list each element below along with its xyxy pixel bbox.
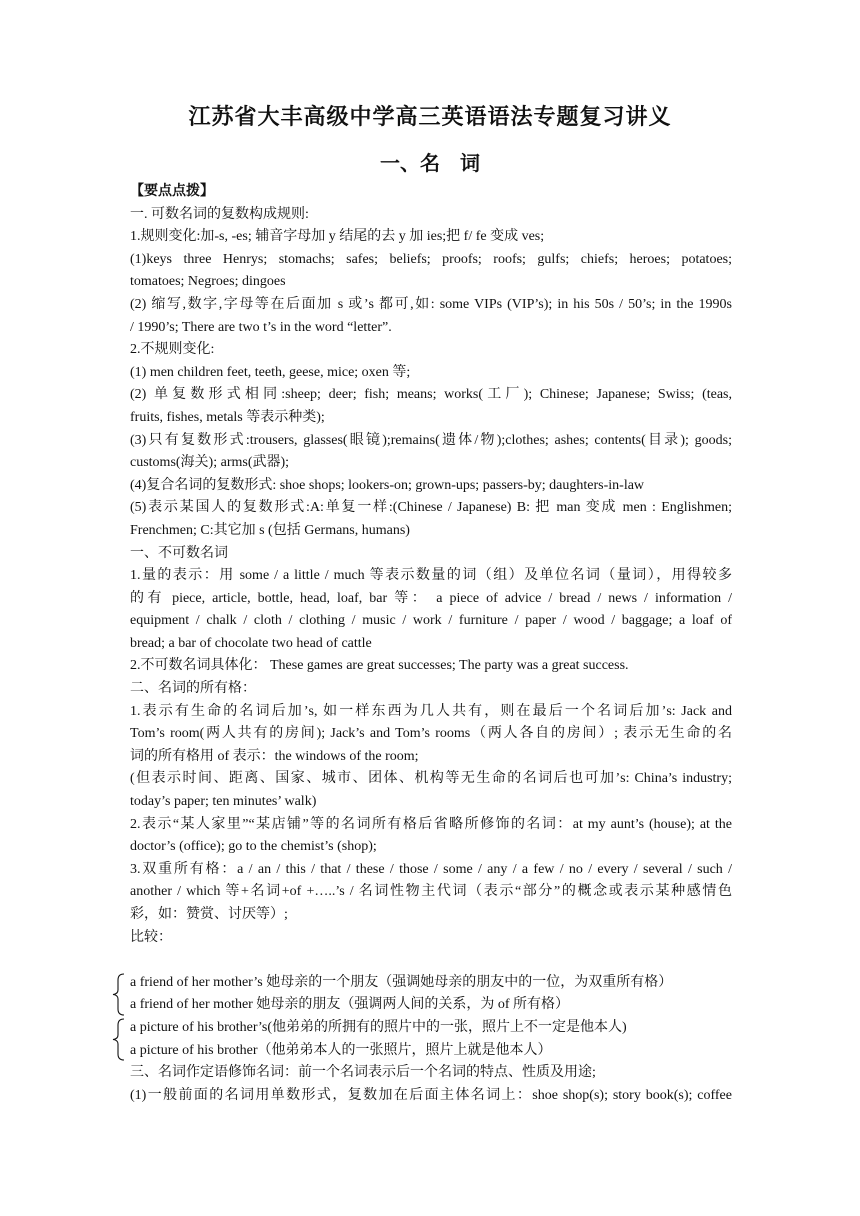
text-line: 1.量的表示：用 some / a little / much 等表示数量的词（组）及单位名词（量词），用得较多	[130, 568, 732, 584]
text-line: 2.不规则变化:	[130, 342, 215, 358]
text-line: 1.表示有生命的名词后加’s, 如一样东西为几人共有，则在最后一个名词后加’s: Jack and	[130, 703, 732, 719]
text-line: a picture of his brother（他弟弟本人的一张照片，照片上就是他本人）	[130, 1042, 552, 1058]
section-title: 一、名 词	[380, 153, 480, 175]
text-line: Frenchmen; C:其它加 s (包括 Germans, humans)	[130, 522, 410, 538]
text-line: another / which 等+名词+of +…..’s / 名词性物主代词（表示“部分”的概念或表示某种感情色	[130, 884, 732, 900]
text-line: (1)一般前面的名词用单数形式，复数加在后面主体名词上：shoe shop(s); story book(s); coffee	[130, 1087, 732, 1103]
text-line: doctor’s (office); go to the chemist’s (shop);	[130, 839, 377, 855]
blank-line	[130, 949, 732, 972]
comparison-group-1	[130, 972, 732, 1017]
text-line: tomatoes; Negroes; dingoes	[130, 274, 286, 290]
document-title: 江苏省大丰高级中学高三英语语法专题复习讲义	[188, 104, 672, 129]
text-line: 【要点点拨】	[130, 184, 214, 199]
text-line: equipment / chalk / cloth / clothing / music / work / furniture / paper / wood / baggage; a loaf of	[130, 613, 732, 629]
left-brace	[112, 972, 126, 1017]
text-line: (2) 缩写,数字,字母等在后面加 s 或’s 都可,如: some VIPs (VIP’s); in his 50s / 50’s; in the 1990s	[130, 296, 732, 312]
text-line: 三、名词作定语修饰名词：前一个名词表示后一个名词的特点、性质及用途;	[130, 1065, 596, 1081]
text-line: today’s paper; ten minutes’ walk)	[130, 794, 317, 810]
text-line: (但表示时间、距离、国家、城市、团体、机构等无生命的名词后也可加’s: China’s industry;	[130, 771, 732, 787]
text-line: a picture of his brother’s(他弟弟的所拥有的照片中的一张，照片上不一定是他本人)	[130, 1019, 627, 1035]
text-line: (1) men children feet, teeth, geese, mice; oxen 等;	[130, 364, 411, 380]
text-line: (5)表示某国人的复数形式:A:单复一样:(Chinese / Japanese) B: 把 man 变成 men : Englishmen;	[130, 500, 732, 516]
text-line: 比较：	[130, 929, 172, 945]
text-line: Tom’s room(两人共有的房间); Jack’s and Tom’s rooms（两人各自的房间）; 表示无生命的名	[130, 726, 732, 742]
text-line: a friend of her mother 她母亲的朋友（强调两人间的关系，为 of 所有格）	[130, 997, 569, 1013]
text-line: 一、不可数名词	[130, 545, 228, 561]
document-body	[130, 181, 732, 1107]
text-line: 2.表示“某人家里”“某店铺”等的名词所有格后省略所修饰的名词：at my aunt’s (house); at the	[130, 816, 732, 832]
text-line: (2) 单复数形式相同:sheep; deer; fish; means; works(工厂); Chinese; Japanese; Swiss; (teas,	[130, 387, 732, 403]
text-line: / 1990’s; There are two t’s in the word “letter”.	[130, 319, 392, 335]
text-line: 一. 可数名词的复数构成规则:	[130, 206, 309, 222]
text-line: bread; a bar of chocolate two head of cattle	[130, 635, 372, 651]
text-line: 2.不可数名词具体化： These games are great successes; The party was a great success.	[130, 658, 629, 674]
text-line: customs(海关); arms(武器);	[130, 455, 290, 471]
text-line: 1.规则变化:加-s, -es; 辅音字母加 y 结尾的去 y 加 ies;把 f/ fe 变成 ves;	[130, 229, 545, 245]
text-line: 3.双重所有格：a / an / this / that / these / those / some / any / a few / no / every / several / such /	[130, 861, 732, 877]
text-line: 彩，如：赞赏、讨厌等）;	[130, 907, 288, 922]
text-line: 的有 piece, article, bottle, head, loaf, bar 等： a piece of advice / bread / news / information /	[130, 590, 732, 606]
text-line: 二、名词的所有格：	[130, 681, 256, 697]
comparison-group-2	[130, 1017, 732, 1062]
text-line: (4)复合名词的复数形式: shoe shops; lookers-on; grown-ups; passers-by; daughters-in-law	[130, 477, 645, 493]
text-line: a friend of her mother’s 她母亲的一个朋友（强调她母亲的朋友中的一位，为双重所有格）	[130, 974, 673, 990]
text-line: 词的所有格用 of 表示：the windows of the room;	[130, 748, 419, 764]
left-brace	[112, 1017, 126, 1062]
text-line: (3)只有复数形式:trousers, glasses(眼镜);remains(遗体/物);clothes; ashes; contents(目录); goods;	[130, 432, 732, 448]
text-line: (1)keys three Henrys; stomachs; safes; beliefs; proofs; roofs; gulfs; chiefs; heroes; potatoes;	[130, 251, 732, 267]
text-line: fruits, fishes, metals 等表示种类);	[130, 409, 325, 425]
